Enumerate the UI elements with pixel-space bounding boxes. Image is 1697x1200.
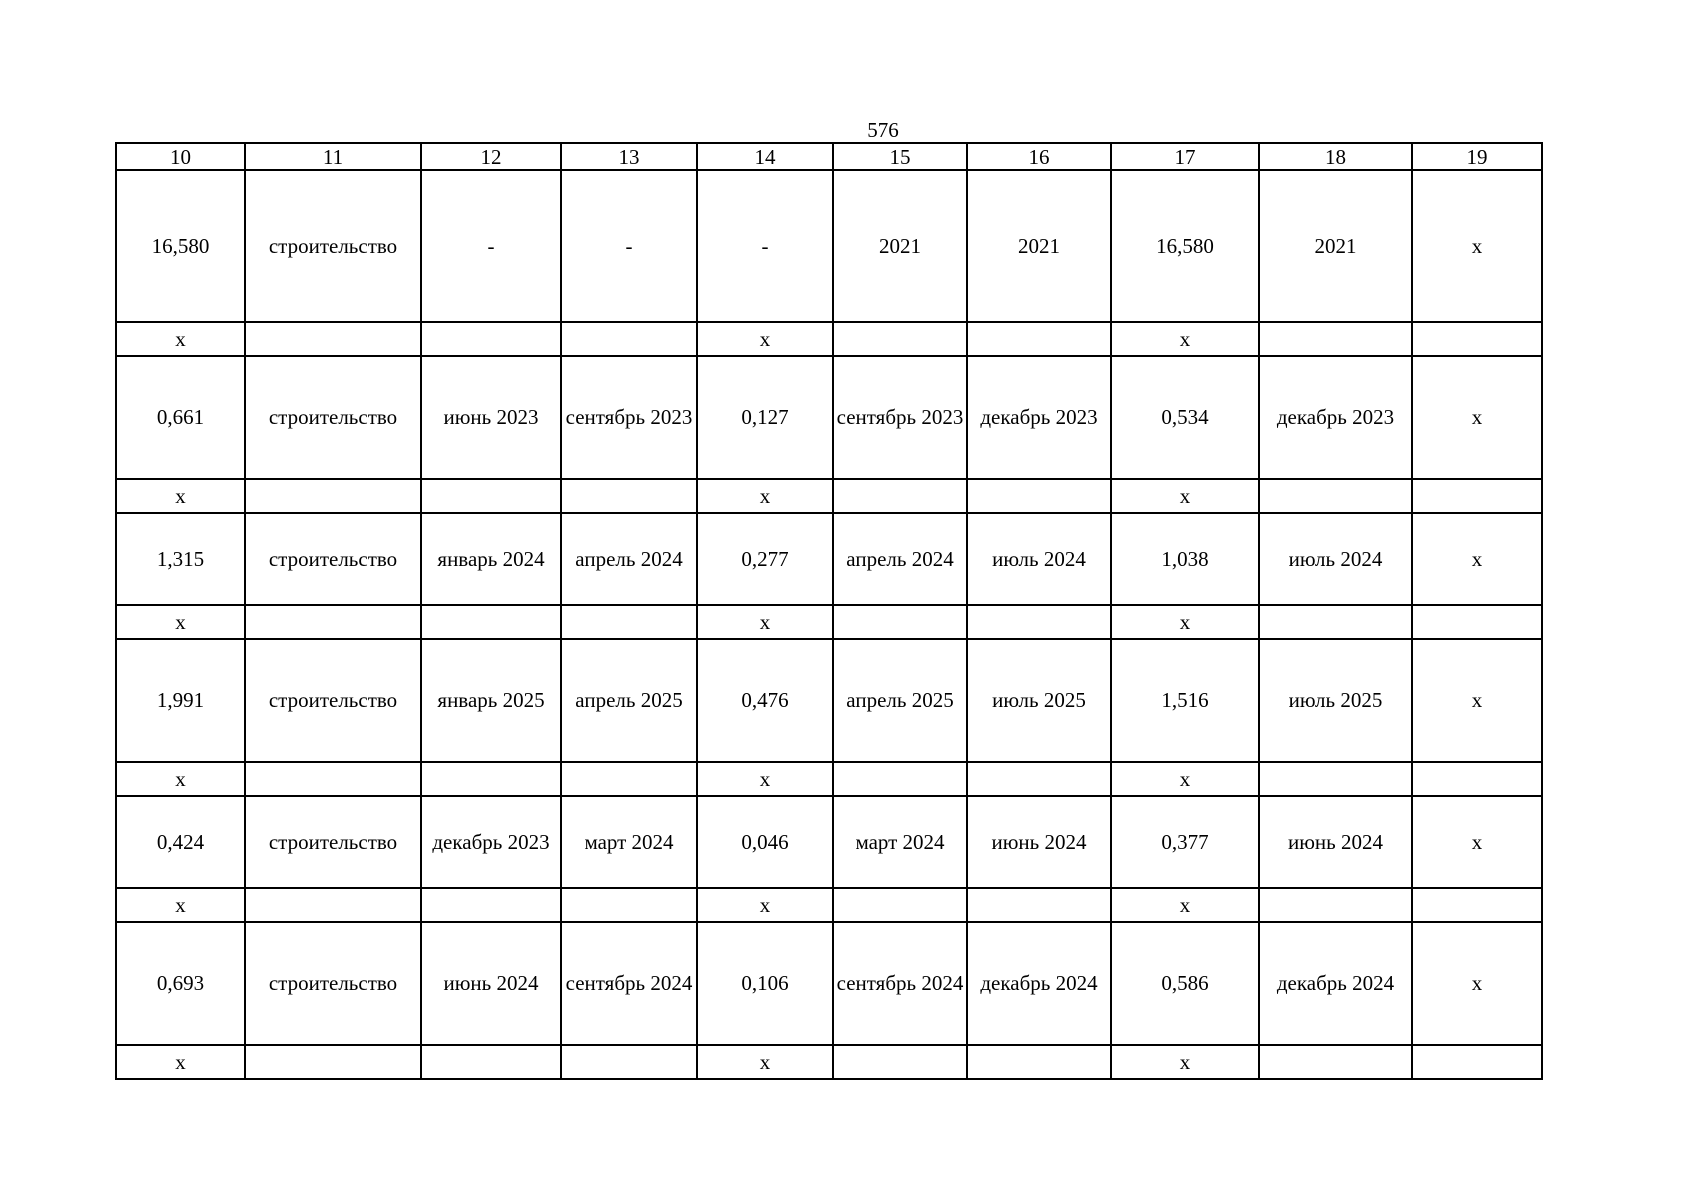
table-cell: х [1111, 888, 1259, 922]
table-cell: х [1111, 605, 1259, 639]
table-cell: 1,516 [1111, 639, 1259, 762]
header-cell: 17 [1111, 143, 1259, 170]
table-cell: март 2024 [561, 796, 697, 888]
table-cell: июнь 2024 [421, 922, 561, 1045]
table-cell: июнь 2023 [421, 356, 561, 479]
table-cell: 0,534 [1111, 356, 1259, 479]
table-cell [1259, 762, 1412, 796]
table-cell: 0,277 [697, 513, 833, 605]
table-cell [967, 1045, 1111, 1079]
table-cell: х [697, 1045, 833, 1079]
table-cell: июнь 2024 [1259, 796, 1412, 888]
table-cell: строительство [245, 922, 421, 1045]
table-cell: сентябрь 2024 [833, 922, 967, 1045]
table-cell: х [1111, 762, 1259, 796]
table-cell: строительство [245, 639, 421, 762]
table-cell: х [1412, 513, 1542, 605]
table-cell: июль 2024 [967, 513, 1111, 605]
table-cell: январь 2024 [421, 513, 561, 605]
table-cell [1412, 479, 1542, 513]
table-cell: х [697, 479, 833, 513]
table-cell [833, 762, 967, 796]
table-cell: 2021 [1259, 170, 1412, 322]
table-cell [1259, 479, 1412, 513]
table-cell [833, 479, 967, 513]
header-cell: 14 [697, 143, 833, 170]
table-cell: сентябрь 2023 [561, 356, 697, 479]
table-row [116, 356, 1542, 479]
header-row [116, 143, 1542, 170]
table-cell: декабрь 2023 [421, 796, 561, 888]
table-cell [561, 888, 697, 922]
table-cell: июль 2025 [967, 639, 1111, 762]
header-cell: 18 [1259, 143, 1412, 170]
table-row [116, 513, 1542, 605]
table-cell: х [1111, 1045, 1259, 1079]
table-row [116, 170, 1542, 322]
header-cell: 12 [421, 143, 561, 170]
table-cell [967, 762, 1111, 796]
table-row [116, 796, 1542, 888]
table-subrow [116, 322, 1542, 356]
table-cell: х [697, 888, 833, 922]
table-body [116, 143, 1542, 1079]
table-cell [561, 762, 697, 796]
table-cell [967, 479, 1111, 513]
table-cell: апрель 2025 [833, 639, 967, 762]
table-cell [967, 322, 1111, 356]
table-cell: 2021 [967, 170, 1111, 322]
table-cell [1412, 762, 1542, 796]
table-cell: - [561, 170, 697, 322]
table-cell [1412, 1045, 1542, 1079]
table-cell: х [697, 322, 833, 356]
table-cell [561, 1045, 697, 1079]
table-cell: декабрь 2023 [967, 356, 1111, 479]
table-cell [561, 605, 697, 639]
table-cell: 0,106 [697, 922, 833, 1045]
table-row [116, 639, 1542, 762]
table-cell [421, 605, 561, 639]
table-cell: 0,127 [697, 356, 833, 479]
table-cell: январь 2025 [421, 639, 561, 762]
table-cell: апрель 2024 [561, 513, 697, 605]
table-cell [421, 1045, 561, 1079]
table-cell: июнь 2024 [967, 796, 1111, 888]
table-cell [833, 1045, 967, 1079]
header-cell: 11 [245, 143, 421, 170]
table-cell: х [116, 888, 245, 922]
table-cell: декабрь 2023 [1259, 356, 1412, 479]
table-subrow [116, 1045, 1542, 1079]
table-subrow [116, 762, 1542, 796]
table-cell [245, 322, 421, 356]
header-cell: 13 [561, 143, 697, 170]
table-cell [245, 888, 421, 922]
table-cell [245, 605, 421, 639]
table-subrow [116, 888, 1542, 922]
table-row [116, 922, 1542, 1045]
table-cell [1259, 322, 1412, 356]
table-cell [1412, 888, 1542, 922]
table-cell: 0,586 [1111, 922, 1259, 1045]
table-cell: строительство [245, 513, 421, 605]
table-cell: 0,424 [116, 796, 245, 888]
table-cell: х [1412, 639, 1542, 762]
header-cell: 16 [967, 143, 1111, 170]
table-cell [967, 888, 1111, 922]
table-cell: х [697, 762, 833, 796]
table-cell [1259, 888, 1412, 922]
header-cell: 15 [833, 143, 967, 170]
table-cell: х [1412, 356, 1542, 479]
table-cell: строительство [245, 356, 421, 479]
table-cell: х [1111, 479, 1259, 513]
table-cell [1412, 605, 1542, 639]
table-cell [833, 888, 967, 922]
table-cell: сентябрь 2023 [833, 356, 967, 479]
table-cell: апрель 2024 [833, 513, 967, 605]
table-cell: сентябрь 2024 [561, 922, 697, 1045]
table-cell: 0,046 [697, 796, 833, 888]
table-cell: март 2024 [833, 796, 967, 888]
table-cell: 0,377 [1111, 796, 1259, 888]
table-cell: июль 2024 [1259, 513, 1412, 605]
table-cell: 2021 [833, 170, 967, 322]
table-cell [1259, 1045, 1412, 1079]
table-cell: апрель 2025 [561, 639, 697, 762]
header-cell: 10 [116, 143, 245, 170]
table-cell: 1,991 [116, 639, 245, 762]
table-cell: - [421, 170, 561, 322]
table-cell [421, 762, 561, 796]
table-cell [1412, 322, 1542, 356]
table-cell: х [116, 322, 245, 356]
table-cell: 1,315 [116, 513, 245, 605]
table-cell [561, 479, 697, 513]
table-cell: строительство [245, 170, 421, 322]
table-cell [245, 762, 421, 796]
table-cell: декабрь 2024 [967, 922, 1111, 1045]
table-cell: х [116, 605, 245, 639]
data-table [115, 142, 1543, 1080]
table-cell [245, 479, 421, 513]
page-number: 576 [867, 118, 899, 142]
table-cell: - [697, 170, 833, 322]
table-cell: х [1111, 322, 1259, 356]
table-cell: декабрь 2024 [1259, 922, 1412, 1045]
table-cell [561, 322, 697, 356]
table-cell: июль 2025 [1259, 639, 1412, 762]
table-cell [245, 1045, 421, 1079]
table-cell: 1,038 [1111, 513, 1259, 605]
table-cell [1259, 605, 1412, 639]
table-subrow [116, 605, 1542, 639]
table-cell: х [116, 479, 245, 513]
table-cell: х [1412, 170, 1542, 322]
table-cell: 16,580 [1111, 170, 1259, 322]
table-cell [421, 888, 561, 922]
header-cell: 19 [1412, 143, 1542, 170]
table-cell: х [1412, 922, 1542, 1045]
table-cell [967, 605, 1111, 639]
table-cell [421, 322, 561, 356]
table-cell: х [1412, 796, 1542, 888]
table-cell: 0,476 [697, 639, 833, 762]
table-cell [421, 479, 561, 513]
table-subrow [116, 479, 1542, 513]
table-cell: 0,661 [116, 356, 245, 479]
table-cell: строительство [245, 796, 421, 888]
table-cell [833, 605, 967, 639]
table-cell: х [116, 762, 245, 796]
table-cell [833, 322, 967, 356]
table-cell: 0,693 [116, 922, 245, 1045]
table-cell: х [697, 605, 833, 639]
table-cell: х [116, 1045, 245, 1079]
table-cell: 16,580 [116, 170, 245, 322]
